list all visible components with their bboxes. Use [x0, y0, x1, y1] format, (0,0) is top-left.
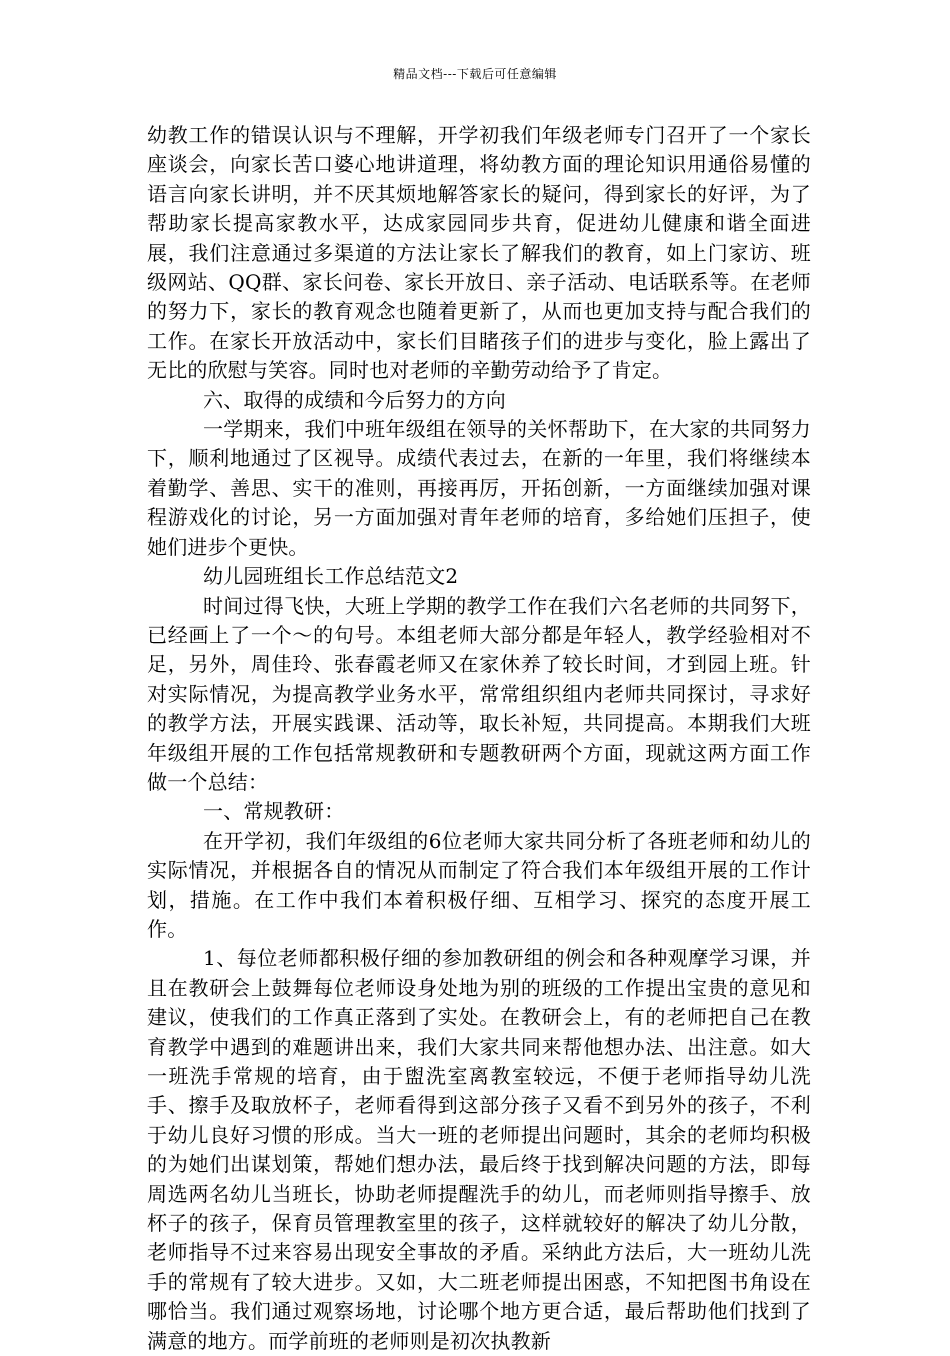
- section-heading-routine-research: 一、常规教研：: [203, 799, 345, 824]
- paragraph-intro: 时间过得飞快，大班上学期的教学工作在我们六名老师的共同努下，已经画上了一个～的句号。本组老师大部分都是年轻人，教学经验相对不足，另外，周佳玲、张春霞老师又在家休养了较长时间，才到园上班。针对实际情况，为提高教学业务水平，常常组织组内老师共同探讨，寻求好的教学方法，开展实践课、活动等，取长补短，共同提高。本期我们大班年级组开展的工作包括常规教研和专题教研两个方面，现就这两方面工作做一个总结：: [147, 593, 811, 794]
- paragraph-parent-communication: 幼教工作的错误认识与不理解，开学初我们年级老师专门召开了一个家长座谈会，向家长苦口婆心地讲道理，将幼教方面的理论知识用通俗易懂的语言向家长讲明，并不厌其烦地解答家长的疑问，得到家长的好评，为了帮助家长提高家教水平，达成家园同步共育，促进幼儿健康和谐全面进展，我们注意通过多渠道的方法让家长了解我们的教育，如上门家访、班级网站、QQ群、家长问卷、家长开放日、亲子活动、电话联系等。在老师的努力下，家长的教育观念也随着更新了，从而也更加支持与配合我们的工作。在家长开放活动中，家长们目睹孩子们的进步与变化，脸上露出了无比的欣慰与笑容。同时也对老师的辛勤劳动给予了肯定。: [147, 123, 811, 383]
- paragraph-semester-summary: 一学期来，我们中班年级组在领导的关怀帮助下，在大家的共同努力下，顺利地通过了区视导。成绩代表过去，在新的一年里，我们将继续本着勤学、善思、实干的准则，再接再厉，开拓创新，一方面继续加强对课程游戏化的讨论，另一方面加强对青年老师的培育，多给她们压担子，使她们进步个更快。: [147, 417, 811, 559]
- paragraph-planning: 在开学初，我们年级组的6位老师大家共同分析了各班老师和幼儿的实际情况，并根据各自的情况从而制定了符合我们本年级组开展的工作计划，措施。在工作中我们本着积极仔细、互相学习、探究的态度开展工作。: [147, 828, 811, 941]
- page-header: 精品文档---下载后可任意编辑: [393, 67, 557, 81]
- article-title-2: 幼儿园班组长工作总结范文2: [203, 564, 459, 589]
- section-heading-achievements: 六、取得的成绩和今后努力的方向: [203, 387, 506, 412]
- paragraph-item-1: 1、每位老师都积极仔细的参加教研组的例会和各种观摩学习课，并且在教研会上鼓舞每位老师设身处地为别的班级的工作提出宝贵的意见和建议，使我们的工作真正落到了实处。在教研会上，有的老师把自己在教育教学中遇到的难题讲出来，我们大家共同来帮他想办法、出注意。如大一班洗手常规的培育，由于盥洗室离教室较远，不便于老师指导幼儿洗手、擦手及取放杯子，老师看得到这部分孩子又看不到另外的孩子，不利于幼儿良好习惯的形成。当大一班的老师提出问题时，其余的老师均积极的为她们出谋划策，帮她们想办法，最后终于找到解决问题的方法，即每周选两名幼儿当班长，协助老师提醒洗手的幼儿，而老师则指导擦手、放杯子的孩子，保育员管理教室里的孩子，这样就较好的解决了幼儿分散，老师指导不过来容易出现安全事故的矛盾。采纳此方法后，大一班幼儿洗手的常规有了较大进步。又如，大二班老师提出困惑，不知把图书角设在哪恰当。我们通过观察场地，讨论哪个地方更合适，最后帮助他们找到了满意的地方。而学前班的老师则是初次执教新: [147, 946, 811, 1353]
- document-body: [147, 121, 811, 1356]
